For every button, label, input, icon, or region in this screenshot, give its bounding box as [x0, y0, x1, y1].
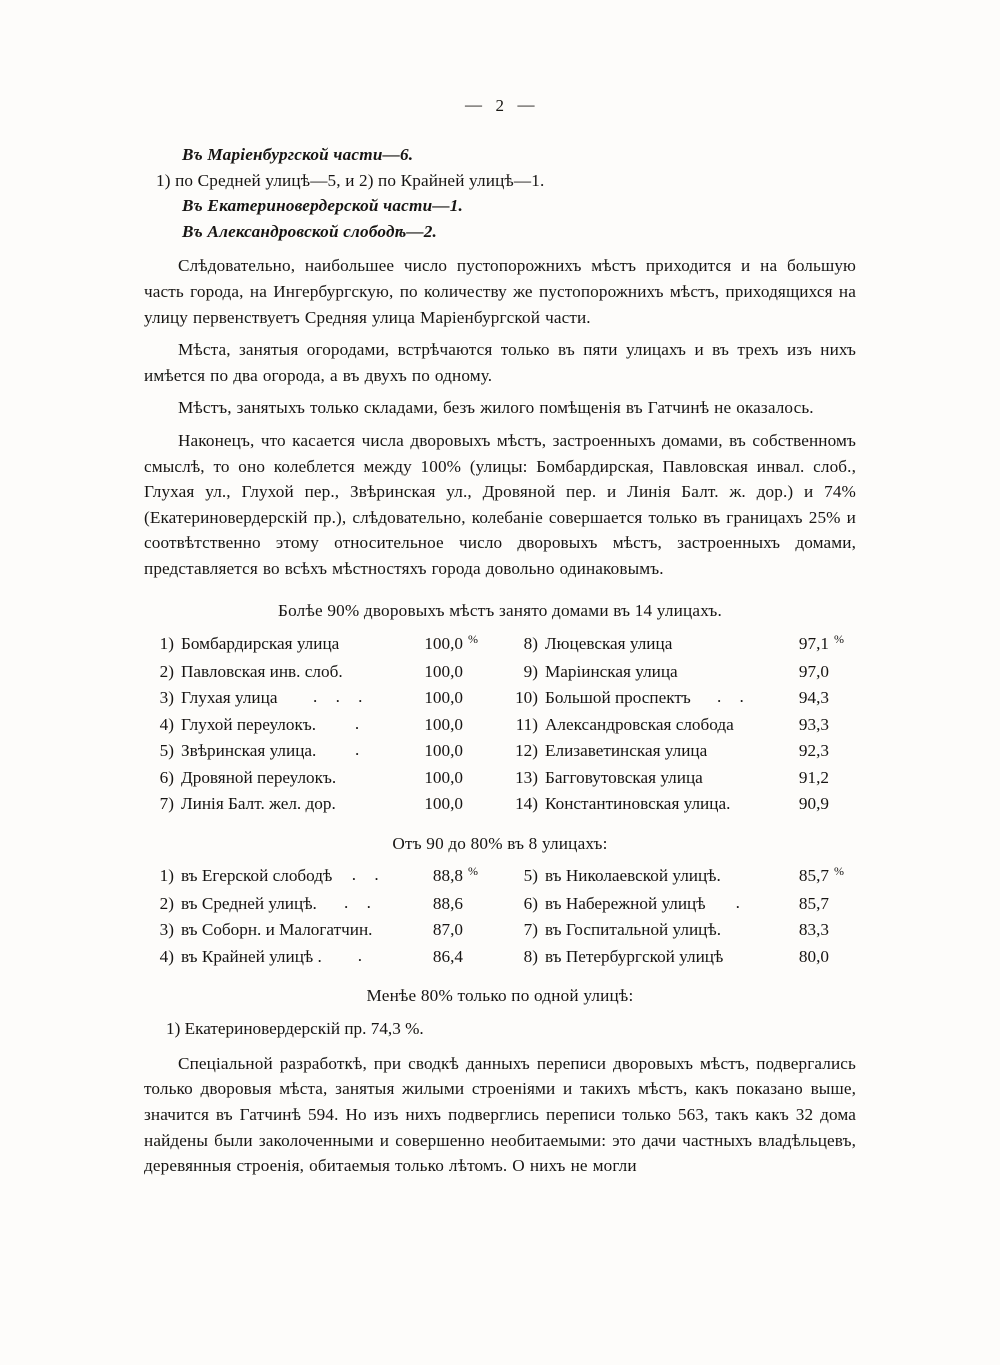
item-value: 86,4: [432, 946, 463, 966]
percent-sign: %: [468, 864, 478, 879]
item-value: 88,6: [432, 893, 463, 913]
list-item: [504, 944, 856, 971]
list-item: [144, 944, 490, 971]
leader-dots: .: [354, 713, 367, 733]
leader-dots: .: [357, 945, 370, 965]
leader-dots: . .: [351, 865, 386, 885]
item-name: Павловская инв. слоб.: [181, 661, 343, 681]
list-item: [144, 863, 490, 891]
item-number: 9): [523, 661, 538, 681]
item-name: Константиновская улица.: [545, 794, 731, 814]
item-value: 100,0: [424, 634, 463, 654]
item-number: 1): [159, 634, 174, 654]
item-value: 88,8: [432, 866, 463, 886]
item-name: Александровская слобода: [545, 714, 734, 734]
leader-dots: . .: [343, 892, 378, 912]
item-name: въ Набережной улицѣ: [545, 893, 706, 913]
percent-sign: %: [834, 632, 844, 647]
item-name: Бомбардирская улица: [181, 634, 340, 654]
item-number: 12): [515, 741, 538, 761]
list-item: [144, 685, 490, 712]
item-value: 100,0: [424, 741, 463, 761]
section-3-item: 1) Екатериновердерскій пр. 74,3 %.: [166, 1018, 424, 1038]
paragraph-3: Мѣстъ, занятыхъ только складами, безъ жилого помѣщенія въ Гатчинѣ не оказалось.: [178, 398, 814, 418]
item-name: Люцевская улица: [545, 634, 673, 654]
item-name: Большой проспектъ: [545, 688, 691, 708]
page-folio: [0, 0, 1000, 116]
paragraph-2: Мѣста, занятыя огородами, встрѣчаются только въ пяти улицахъ и въ трехъ изъ нихъ имѣется по два огорода, а въ двухъ по одному.: [144, 340, 856, 385]
item-name: Елизаветинская улица: [545, 741, 708, 761]
list-item: [144, 917, 490, 944]
page-content: [144, 116, 856, 1179]
item-name: въ Соборн. и Малогатчин.: [181, 920, 373, 940]
item-value: 91,2: [798, 767, 829, 787]
item-number: 3): [159, 688, 174, 708]
leader-dots: .: [735, 892, 747, 912]
item-value: 94,3: [798, 688, 829, 708]
item-number: 4): [159, 946, 174, 966]
item-name: Линія Балт. жел. дор.: [181, 794, 336, 814]
item-number: 13): [515, 767, 538, 787]
item-number: 2): [159, 893, 174, 913]
section-2-lists: [144, 863, 856, 970]
list-item: [504, 791, 856, 818]
section-1-right-column: [504, 631, 856, 818]
section-1-lists: [144, 631, 856, 818]
intro-line-marienburg: Въ Маріенбургской части—6.: [182, 145, 414, 164]
list-item: [504, 765, 856, 792]
item-value: 90,9: [798, 794, 829, 814]
list-item: [504, 712, 856, 739]
section-2-right-column: [504, 863, 856, 970]
item-name: Маріинская улица: [545, 661, 678, 681]
list-item: [504, 891, 856, 918]
item-value: 97,0: [798, 661, 829, 681]
section-2-heading: Отъ 90 до 80% въ 8 улицахъ:: [392, 833, 608, 853]
item-value: 80,0: [798, 946, 829, 966]
item-number: 5): [523, 866, 538, 886]
section-3-heading: Менѣе 80% только по одной улицѣ:: [366, 986, 634, 1006]
intro-line-streets: 1) по Средней улицѣ—5, и 2) по Крайней улицѣ—1.: [156, 170, 545, 190]
item-number: 7): [523, 920, 538, 940]
list-item: [144, 765, 490, 792]
item-value: 85,7: [798, 893, 829, 913]
section-1-left-column: [144, 631, 490, 818]
item-number: 7): [159, 794, 174, 814]
item-number: 8): [523, 634, 538, 654]
item-number: 3): [159, 920, 174, 940]
item-value: 92,3: [798, 741, 829, 761]
item-value: 85,7: [798, 866, 829, 886]
section-1-heading: Болѣе 90% дворовыхъ мѣстъ занято домами въ 14 улицахъ.: [278, 600, 722, 620]
item-name: въ Николаевской улицѣ.: [545, 866, 721, 886]
item-name: Дровяной переулокъ.: [181, 767, 337, 787]
item-name: Глухая улица: [181, 688, 278, 708]
list-item: [504, 738, 856, 765]
list-item: [144, 659, 490, 686]
item-number: 2): [159, 661, 174, 681]
item-number: 6): [523, 893, 538, 913]
item-number: 8): [523, 946, 538, 966]
item-number: 4): [159, 714, 174, 734]
item-number: 1): [159, 866, 174, 886]
leader-dots: . .: [716, 687, 751, 707]
percent-sign: %: [468, 632, 478, 647]
list-item: [504, 863, 856, 891]
leader-dots: . . .: [312, 687, 370, 707]
folio-number: 2: [495, 96, 505, 115]
list-item: [504, 685, 856, 712]
item-number: 14): [515, 794, 538, 814]
item-value: 100,0: [424, 714, 463, 734]
intro-line-aleksandrovskaya: Въ Александровской слободѣ—2.: [182, 221, 438, 241]
percent-sign: %: [834, 864, 844, 879]
item-name: Звѣринская улица.: [181, 741, 317, 761]
item-value: 83,3: [798, 920, 829, 940]
item-name: въ Егерской слободѣ: [181, 866, 333, 886]
item-number: 10): [515, 688, 538, 708]
list-item: [504, 659, 856, 686]
paragraph-5: Спеціальной разработкѣ, при сводкѣ данныхъ переписи дворовыхъ мѣстъ, подвергались только дворовыя мѣста, занятыя жилыми строеніями и такихъ мѣстъ, какъ показано выше, значится въ Гатчинѣ 594. Но изъ нихъ подверглись переписи только 563, такъ какъ 32 дома найдены были заколоченными и совершенно необитаемыми: это дачи частныхъ владѣльцевъ, деревянныя строенія, обитаемыя только лѣтомъ. О нихъ не могли: [144, 1053, 856, 1176]
list-item: [144, 738, 490, 765]
item-value: 100,0: [424, 688, 463, 708]
item-value: 97,1: [798, 634, 829, 654]
item-number: 11): [515, 714, 538, 734]
item-name: въ Средней улицѣ.: [181, 893, 317, 913]
item-value: 100,0: [424, 661, 463, 681]
list-item: [504, 631, 856, 659]
item-name: въ Крайней улицѣ .: [181, 946, 322, 966]
list-item: [144, 791, 490, 818]
item-value: 87,0: [432, 920, 463, 940]
item-name: въ Петербургской улицѣ: [545, 946, 724, 966]
item-number: 5): [159, 741, 174, 761]
item-value: 100,0: [424, 767, 463, 787]
folio-dash-right: —: [517, 95, 535, 114]
list-item: [144, 712, 490, 739]
leader-dots: .: [355, 740, 367, 760]
intro-line-ekaterinoverder: Въ Екатериновердерской части—1.: [182, 196, 464, 216]
item-value: 100,0: [424, 794, 463, 814]
paragraph-1: Слѣдовательно, наибольшее число пустопорожнихъ мѣстъ приходится и на большую часть города, на Ингербургскую, по количеству же пустопорожнихъ мѣстъ, приходящихся на улицу первенствуетъ Средняя улица Маріенбургской части.: [144, 256, 856, 327]
list-item: [144, 631, 490, 659]
list-item: [504, 917, 856, 944]
section-2-left-column: [144, 863, 490, 970]
list-item: [144, 891, 490, 918]
item-name: въ Госпитальной улицѣ.: [545, 920, 721, 940]
item-name: Глухой переулокъ.: [181, 714, 317, 734]
folio-dash-left: —: [465, 95, 483, 114]
item-value: 93,3: [798, 714, 829, 734]
item-number: 6): [159, 767, 174, 787]
paragraph-4: Наконецъ, что касается числа дворовыхъ мѣстъ, застроенныхъ домами, въ собственномъ смыслѣ, то оно колеблется между 100% (улицы: Бомбардирская, Павловская инвал. слоб., Глухая ул., Глухой пер., Звѣринская ул., Дровяной пер. и Линія Балт. ж. дор.) и 74% (Екатериновердерскій пр.), слѣдовательно, колебаніе совершается только въ границахъ 25% и соотвѣтственно этому относительное число дворовыхъ мѣстъ, застроенныхъ домами, представляется во всѣхъ мѣстностяхъ города довольно одинаковымъ.: [144, 430, 856, 578]
item-name: Багговутовская улица: [545, 767, 703, 787]
